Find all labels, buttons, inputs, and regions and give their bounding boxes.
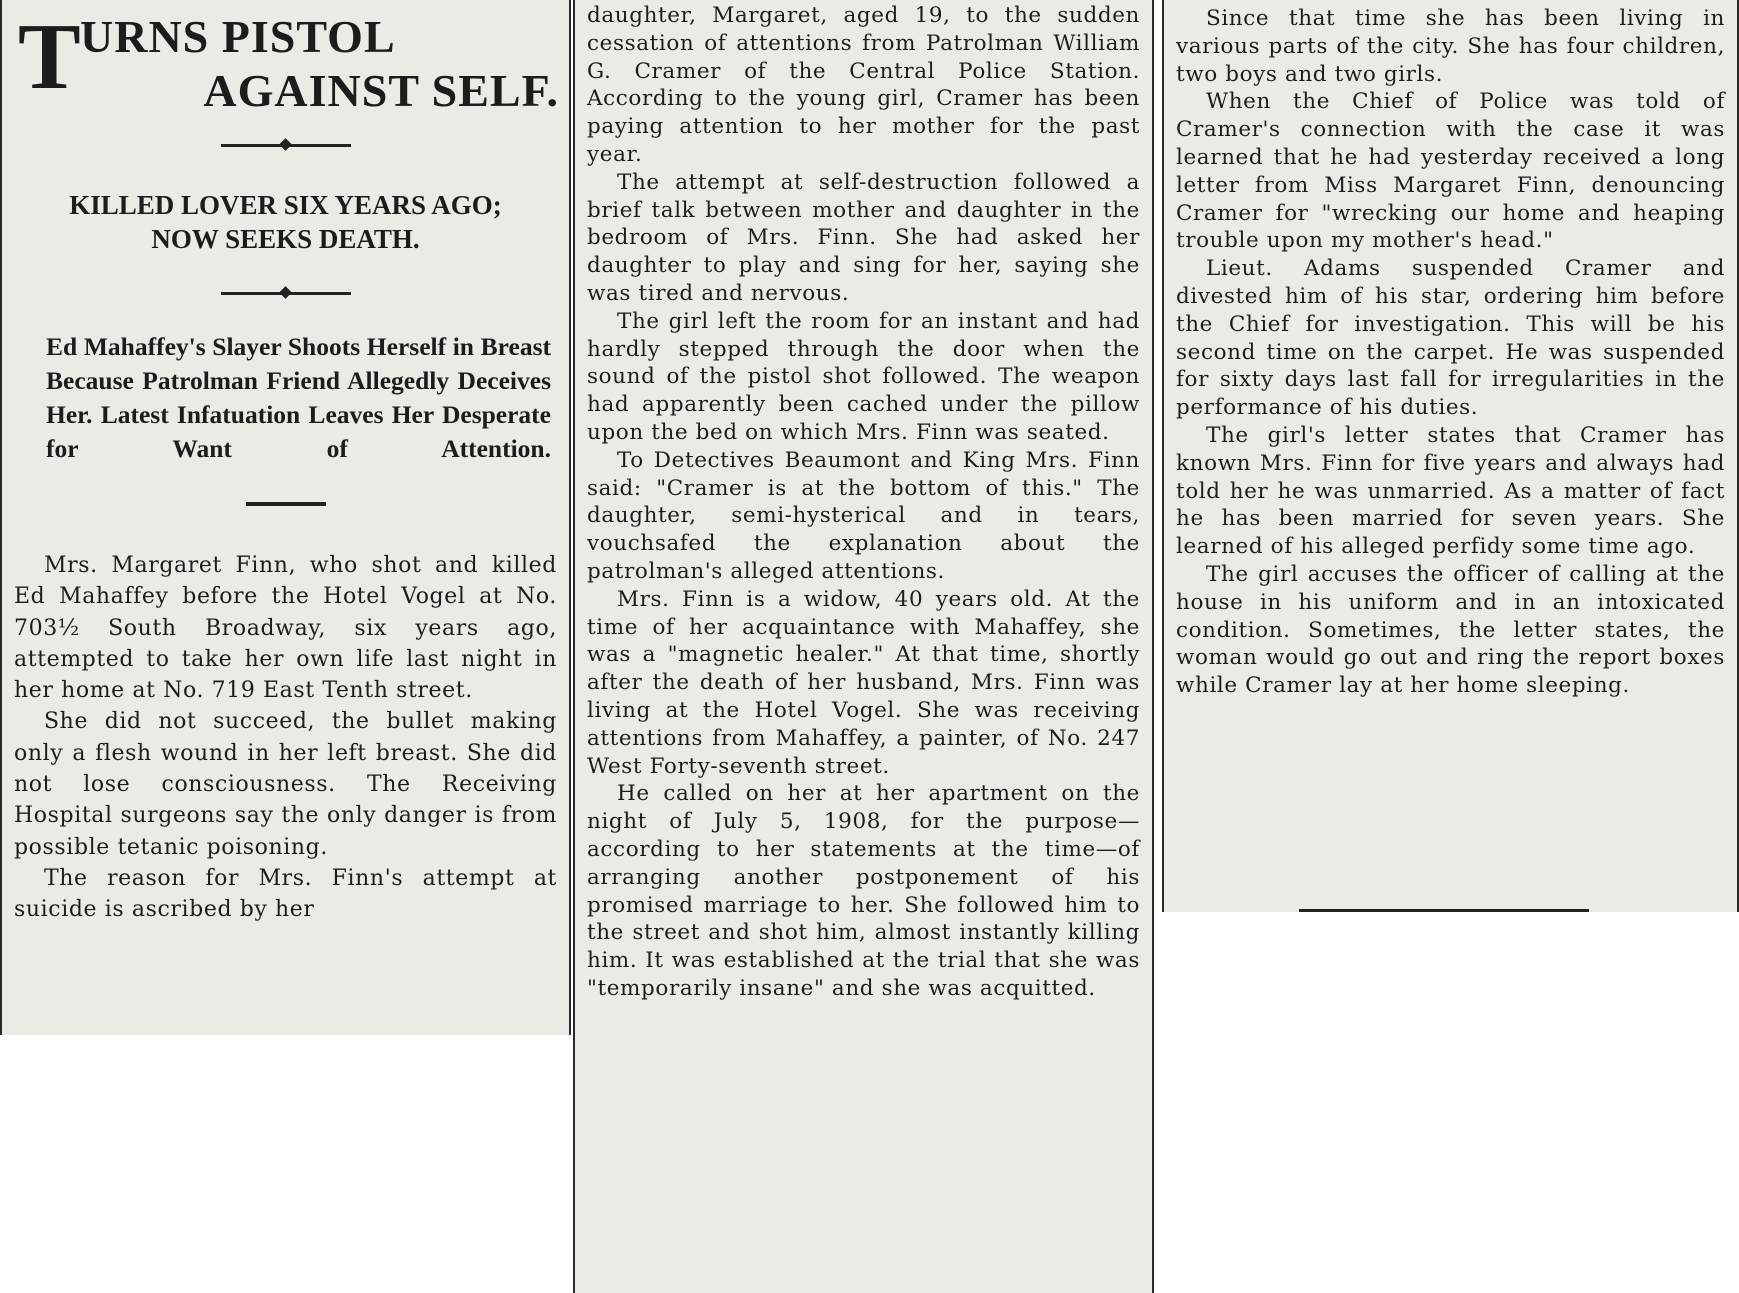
headline-line-2: AGAINST SELF. (203, 65, 559, 116)
deck-summary: Ed Mahaffey's Slayer Shoots Herself in Breast Because Patrolman Friend Allegedly Deceives Her. Latest Infatuation Leaves Her Desperate for Want of Attention. (46, 332, 551, 463)
paragraph: When the Chief of Police was told of Cramer's connection with the case it was learned that he had yesterday received a long letter from Miss Margaret Finn, denouncing Cramer for "wrecking our home and heaping trouble upon my mother's head." (1176, 89, 1725, 254)
column-1-text (14, 550, 557, 926)
paragraph: Mrs. Finn is a widow, 40 years old. At the time of her acquaintance with Mahaffey, she was a "magnetic healer." At that time, shortly after the death of her husband, Mrs. Finn was living at the Hotel Vogel. She was receiving attentions from Mahaffey, a painter, of No. 247 West Forty-seventh street. (587, 586, 1140, 779)
column-2-text (587, 2, 1140, 1003)
paragraph: The girl accuses the officer of calling at the house in his uniform and in an intoxicated condition. Sometimes, the letter states, the woman would go out and ring the report boxes while Cramer lay at her home sleeping. (1176, 561, 1725, 699)
paragraph: Lieut. Adams suspended Cramer and divested him of his star, ordering him before the Chief for investigation. This will be his second time on the carpet. He was suspended for sixty days last fall for irregularities in the performance of his duties. (1176, 256, 1725, 421)
end-rule (1299, 909, 1589, 912)
article-column-2 (573, 0, 1154, 1293)
paragraph-continued: daughter, Margaret, aged 19, to the sudden cessation of attentions from Patrolman William G. Cramer of the Central Police Station. According to the young girl, Cramer has been paying attention to her mother for the past year. (587, 3, 1140, 167)
ornament-rule (2, 130, 569, 160)
paragraph: The reason for Mrs. Finn's attempt at suicide is ascribed by her (14, 865, 557, 923)
headline-line-1: URNS PISTOL (80, 11, 396, 62)
headline-dropcap: T (18, 5, 81, 109)
paragraph: To Detectives Beaumont and King Mrs. Finn said: "Cramer is at the bottom of this." The daughter, semi-hysterical and in tears, vouchsafed the explanation about the patrolman's alleged attentions. (587, 447, 1140, 584)
paragraph: Since that time she has been living in various parts of the city. She has four children, two boys and two girls. (1176, 6, 1725, 87)
headline (2, 0, 569, 130)
paragraph: She did not succeed, the bullet making only a flesh wound in her left breast. She did not lose consciousness. The Receiving Hospital surgeons say the only danger is from possible tetanic poisoning. (14, 709, 557, 860)
paragraph: The girl left the room for an instant and had hardly stepped through the door when the sound of the pistol shot followed. The weapon had apparently been cached under the pillow upon the bed on which Mrs. Finn was seated. (587, 308, 1140, 445)
paragraph: Mrs. Margaret Finn, who shot and killed Ed Mahaffey before the Hotel Vogel at No. 703½ South Broadway, six years ago, attempted to take her own life last night in her home at No. 719 East Tenth street. (14, 553, 557, 704)
article-column-3 (1162, 0, 1739, 912)
subheadline-line-2: NOW SEEKS DEATH. (151, 224, 420, 254)
paragraph: The girl's letter states that Cramer has known Mrs. Finn for five years and always had told her he was unmarried. As a matter of fact he has been married for seven years. She learned of his alleged perfidy some time ago. (1176, 422, 1725, 560)
subheadline-line-1: KILLED LOVER SIX YEARS AGO; (69, 190, 502, 220)
section-rule (2, 480, 569, 520)
article-column-1 (0, 0, 571, 1035)
ornament-rule (2, 278, 569, 308)
column-3-text (1176, 5, 1725, 700)
paragraph: He called on her at her apartment on the night of July 5, 1908, for the purpose—according to her statements at the time—of arranging another postponement of his promised marriage to her. She followed him to the street and shot him, almost instantly killing him. It was established at the trial that she was "temporarily insane" and she was acquitted. (587, 781, 1140, 1001)
paragraph: The attempt at self-destruction followed a brief talk between mother and daughter in the bedroom of Mrs. Finn. She had asked her daughter to play and sing for her, saying she was tired and nervous. (587, 169, 1140, 306)
subheadline (2, 188, 569, 256)
